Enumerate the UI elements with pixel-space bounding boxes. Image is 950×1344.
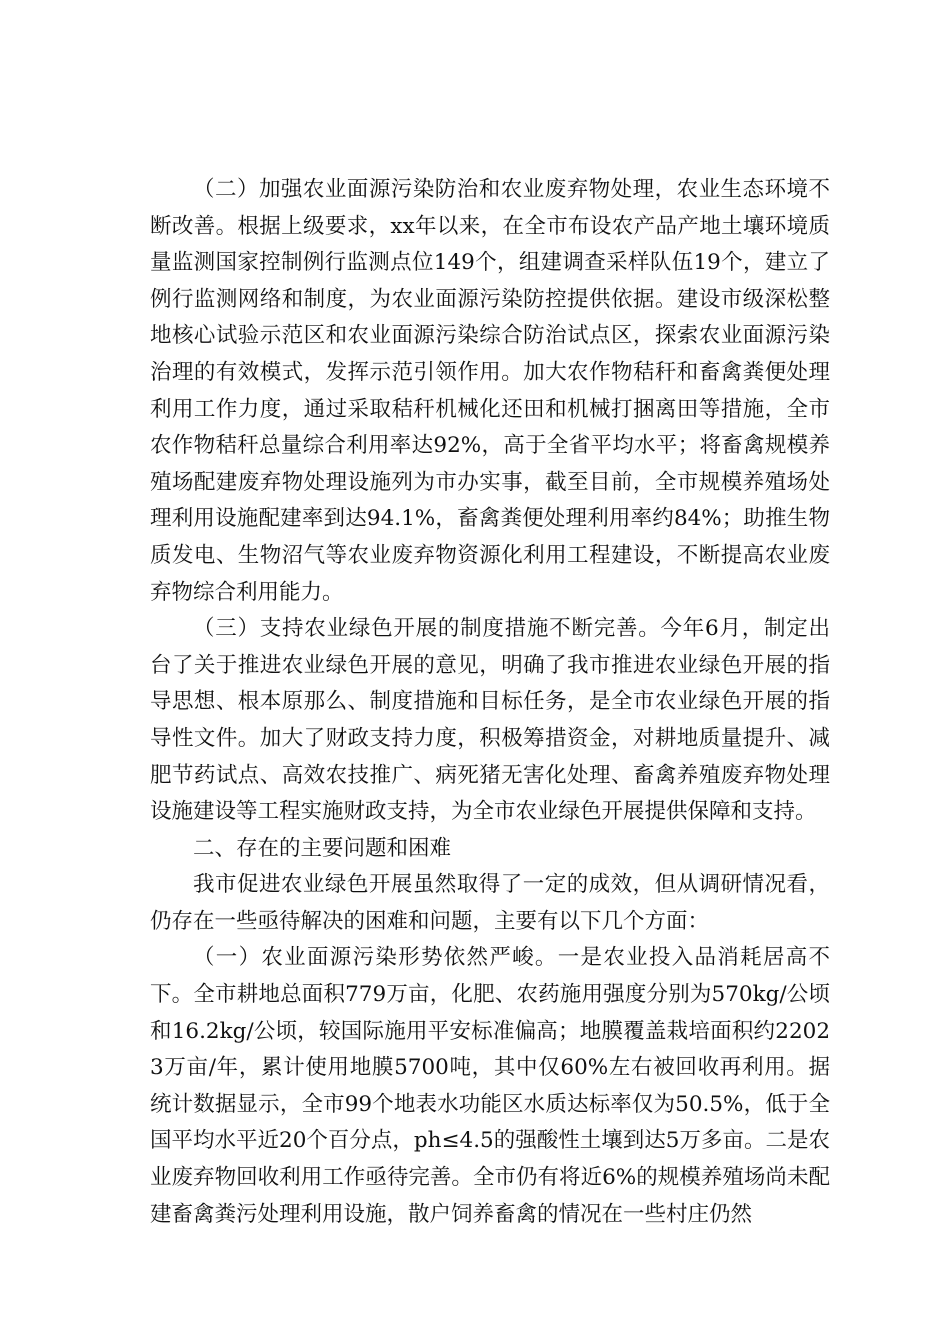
paragraph-agri-pollution-control: （二）加强农业面源污染防治和农业废弃物处理，农业生态环境不断改善。根据上级要求，xx年以来，在全市布设农产品产地土壤环境质量监测国家控制例行监测点位149个，组建调查采样队伍19个，建立了例行监测网络和制度，为农业面源污染防控提供依据。建设市级深松整地核心试验示范区和农业面源污染综合防治试点区，探索农业面源污染治理的有效模式，发挥示范引领作用。加大农作物秸秆和畜禽粪便处理利用工作力度，通过采取秸秆机械化还田和机械打捆离田等措施，全市农作物秸秆总量综合利用率达92%，高于全省平均水平；将畜禽规模养殖场配建废弃物处理设施列为市办实事，截至目前，全市规模养殖场处理利用设施配建率到达94.1%，畜禽粪便处理利用率约84%；助推生物质发电、生物沼气等农业废弃物资源化利用工程建设，不断提高农业废弃物综合利用能力。	[150, 177, 830, 605]
paragraph-policy-measures: （三）支持农业绿色开展的制度措施不断完善。今年6月，制定出台了关于推进农业绿色开展的意见，明确了我市推进农业绿色开展的指导思想、根本原那么、制度措施和目标任务，是全市农业绿色开展的指导性文件。加大了财政支持力度，积极筹措资金，对耕地质量提升、减肥节药试点、高效农技推广、病死猪无害化处理、畜禽养殖废弃物处理设施建设等工程实施财政支持，为全市农业绿色开展提供保障和支持。	[150, 616, 830, 825]
paragraph-problems-intro: 我市促进农业绿色开展虽然取得了一定的成效，但从调研情况看，仍存在一些亟待解决的困难和问题，主要有以下几个方面：	[150, 872, 830, 934]
paragraph-pollution-severe: （一）农业面源污染形势依然严峻。一是农业投入品消耗居高不下。全市耕地总面积779万亩，化肥、农药施用强度分别为570kg/公顷和16.2kg/公顷，较国际施用平安标准偏高；地膜覆盖栽培面积约22023万亩/年，累计使用地膜5700吨，其中仅60%左右被回收再利用。据统计数据显示，全市99个地表水功能区水质达标率仅为50.5%，低于全国平均水平近20个百分点，ph≤4.5的强酸性土壤到达5万多亩。二是农业废弃物回收利用工作亟待完善。全市仍有将近6%的规模养殖场尚未配建畜禽粪污处理利用设施，散户饲养畜禽的情况在一些村庄仍然	[150, 945, 830, 1227]
document-body	[150, 172, 830, 1233]
section-heading-problems: 二、存在的主要问题和困难	[193, 835, 452, 861]
